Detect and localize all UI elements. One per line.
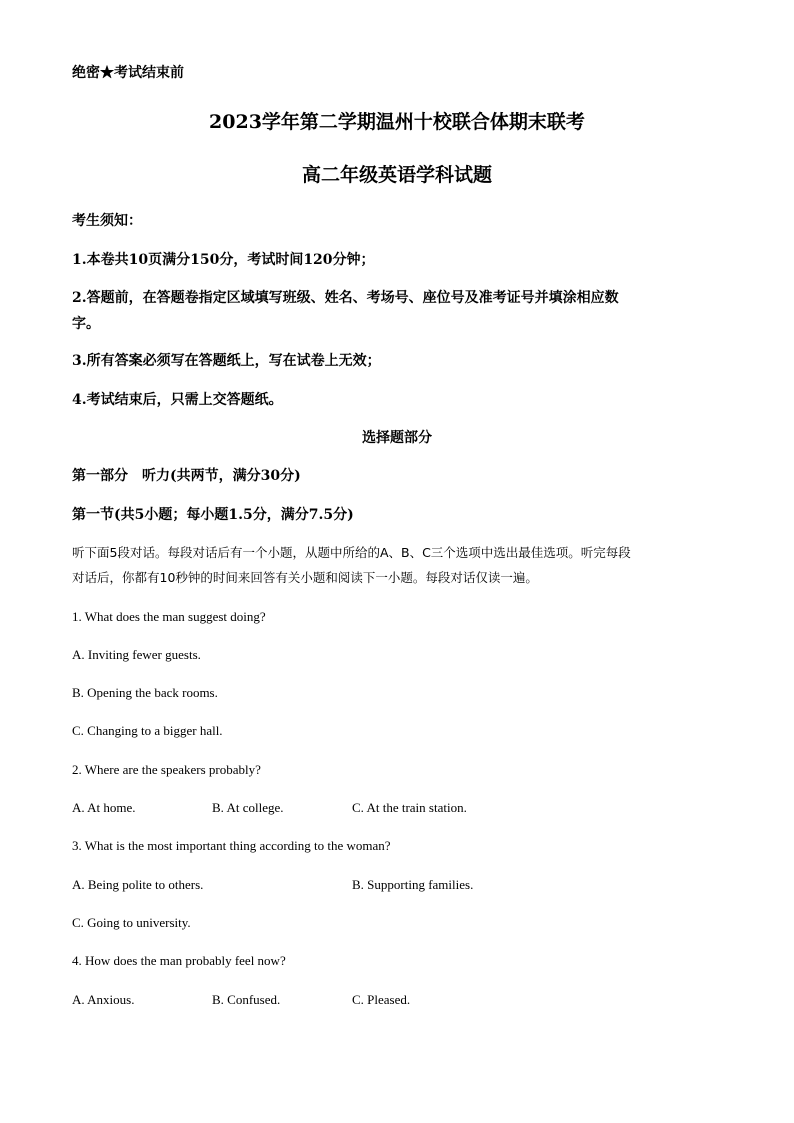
- notice-item: 4.考试结束后，只需上交答题纸。: [72, 392, 283, 408]
- instructions-line: 听下面5段对话。每段对话后有一个小题，从题中所给的A、B、C三个选项中选出最佳选项。听完每段: [72, 545, 631, 560]
- question-stem: 1. What does the man suggest doing?: [72, 609, 266, 624]
- subsection-heading: 第一节(共5小题；每小题1.5分，满分7.5分): [72, 507, 354, 523]
- answer-option: A. Inviting fewer guests.: [72, 647, 201, 662]
- answer-option: B. Opening the back rooms.: [72, 685, 218, 700]
- instructions-line: 对话后，你都有10秒钟的时间来回答有关小题和阅读下一小题。每段对话仅读一遍。: [72, 570, 538, 585]
- answer-option: A. At home.: [72, 800, 136, 815]
- notice-item: 字。: [72, 316, 100, 332]
- exam-subtitle: 高二年级英语学科试题: [301, 164, 492, 186]
- answer-option: A. Being polite to others.: [72, 877, 204, 892]
- part-heading: 第一部分 听力(共两节，满分30分): [72, 468, 301, 484]
- notice-item: 2.答题前，在答题卷指定区域填写班级、姓名、考场号、座位号及准考证号并填涂相应数: [72, 290, 619, 306]
- answer-option: C. Pleased.: [352, 992, 411, 1007]
- question-stem: 4. How does the man probably feel now?: [72, 953, 286, 968]
- answer-option: C. Changing to a bigger hall.: [72, 723, 223, 738]
- exam-title: 2023学年第二学期温州十校联合体期末联考: [209, 111, 585, 133]
- answer-option: A. Anxious.: [72, 992, 135, 1007]
- answer-option: C. Going to university.: [72, 915, 191, 930]
- notice-heading: 考生须知：: [72, 213, 142, 229]
- notice-item: 3.所有答案必须写在答题纸上，写在试卷上无效；: [72, 353, 381, 369]
- answer-option: B. Supporting families.: [352, 877, 474, 892]
- answer-option: B. At college.: [212, 800, 284, 815]
- confidential-label: 绝密★考试结束前: [72, 65, 184, 81]
- question-stem: 3. What is the most important thing according to the woman?: [72, 838, 391, 853]
- answer-option: C. At the train station.: [352, 800, 467, 815]
- section-label: 选择题部分: [362, 430, 432, 446]
- question-stem: 2. Where are the speakers probably?: [72, 762, 261, 777]
- answer-option: B. Confused.: [212, 992, 281, 1007]
- notice-item: 1.本卷共10页满分150分，考试时间120分钟；: [72, 252, 375, 268]
